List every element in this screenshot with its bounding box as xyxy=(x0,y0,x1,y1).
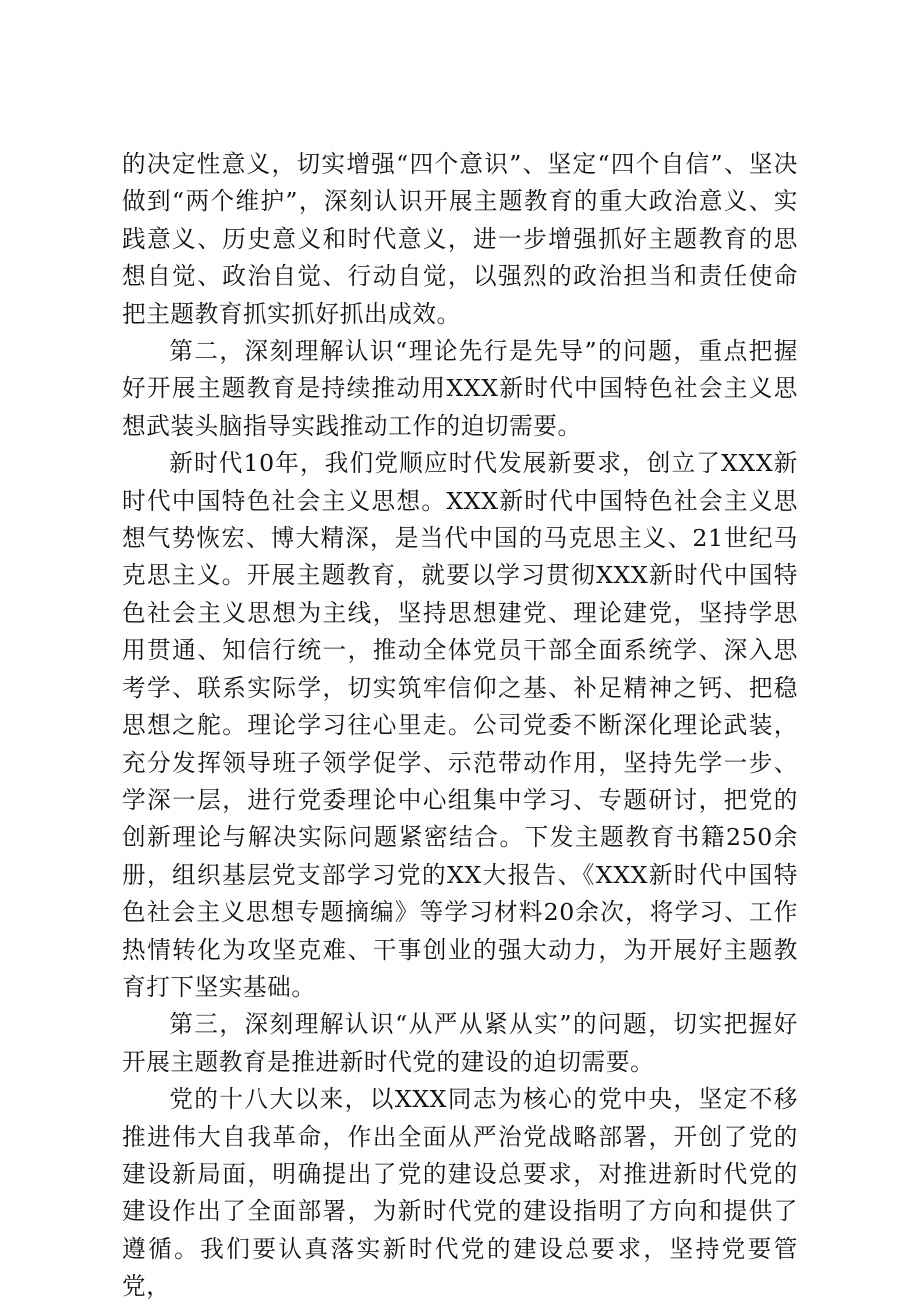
paragraph-section-three-heading: 第三，深刻理解认识“从严从紧从实”的问题，切实把握好开展主题教育是推进新时代党的建设的迫切需要。 xyxy=(122,1010,798,1076)
paragraph-section-two-heading: 第二，深刻理解认识“理论先行是先导”的问题，重点把握好开展主题教育是持续推动用XXX新时代中国特色社会主义思想武装头脑指导实践推动工作的迫切需要。 xyxy=(122,337,798,440)
paragraph-continued: 的决定性意义，切实增强“四个意识”、坚定“四个自信”、坚决做到“两个维护”，深刻认识开展主题教育的重大政治意义、实践意义、历史意义和时代意义，进一步增强抓好主题教育的思想自觉、政治自觉、行动自觉，以强烈的政治担当和责任使命把主题教育抓实抓好抓出成效。 xyxy=(122,150,798,328)
paragraph-new-era-theory: 新时代10年，我们党顺应时代发展新要求，创立了XXX新时代中国特色社会主义思想。XXX新时代中国特色社会主义思想气势恢宏、博大精深，是当代中国的马克思主义、21世纪马克思主义。开展主题教育，就要以学习贯彻XXX新时代中国特色社会主义思想为主线，坚持思想建党、理论建党，坚持学思用贯通、知信行统一，推动全体党员干部全面系统学、深入思考学、联系实际学，切实筑牢信仰之基、补足精神之钙、把稳思想之舵。理论学习往心里走。公司党委不断深化理论武装，充分发挥领导班子领学促学、示范带动作用，坚持先学一步、学深一层，进行党委理论中心组集中学习、专题研讨，把党的创新理论与解决实际问题紧密结合。下发主题教育书籍250余册，组织基层党支部学习党的XX大报告、《XXX新时代中国特色社会主义思想专题摘编》等学习材料20余次，将学习、工作热情转化为攻坚克难、干事创业的强大动力，为开展好主题教育打下坚实基础。 xyxy=(122,449,798,1001)
document-body xyxy=(122,146,798,1306)
paragraph-party-building: 党的十八大以来，以XXX同志为核心的党中央，坚定不移推进伟大自我革命，作出全面从严治党战略部署，开创了党的建设新局面，明确提出了党的建设总要求，对推进新时代党的建设作出了全面部署，为新时代党的建设指明了方向和提供了遵循。我们要认真落实新时代党的建设总要求，坚持党要管党， xyxy=(122,1085,798,1301)
